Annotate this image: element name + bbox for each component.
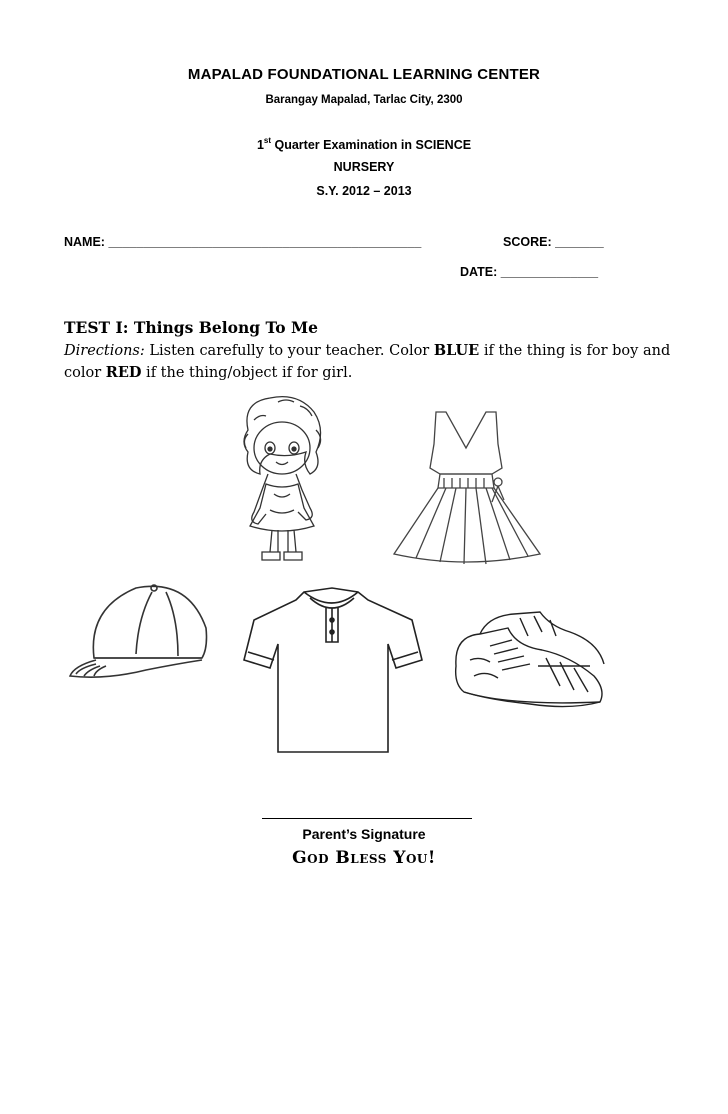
sneakers-icon	[450, 606, 610, 718]
cap-icon	[66, 578, 214, 686]
exam-number: 1	[256, 138, 264, 152]
dress-icon	[380, 408, 552, 570]
blessing: God Bless You!	[292, 848, 436, 868]
exam-ordinal: st	[263, 136, 272, 145]
score-field: SCORE: _______	[503, 235, 604, 249]
grade-level: NURSERY	[333, 160, 395, 174]
exam-rest: Quarter Examination in SCIENCE	[271, 138, 472, 152]
school-year: S.Y. 2012 – 2013	[316, 184, 412, 198]
color-blue: BLUE	[433, 342, 480, 359]
date-field: DATE: ______________	[460, 265, 599, 279]
directions-text-b: if the thing is for boy and color	[64, 343, 671, 381]
directions-text-c: if the thing/object if for girl.	[141, 365, 353, 381]
directions	[64, 340, 674, 384]
name-field: NAME: _____________________________________________	[64, 235, 422, 249]
girl-icon	[218, 390, 346, 572]
signature-line	[262, 818, 472, 819]
signature-label: Parent’s Signature	[302, 826, 426, 842]
polo-shirt-icon	[236, 586, 426, 756]
directions-lead: Directions:	[64, 343, 145, 359]
color-red: RED	[105, 364, 142, 381]
test-title: TEST I: Things Belong To Me	[64, 318, 318, 337]
school-name: MAPALAD FOUNDATIONAL LEARNING CENTER	[187, 66, 541, 83]
directions-text-a: Listen carefully to your teacher. Color	[144, 343, 434, 359]
school-address: Barangay Mapalad, Tarlac City, 2300	[265, 94, 463, 106]
exam-title	[0, 136, 728, 152]
